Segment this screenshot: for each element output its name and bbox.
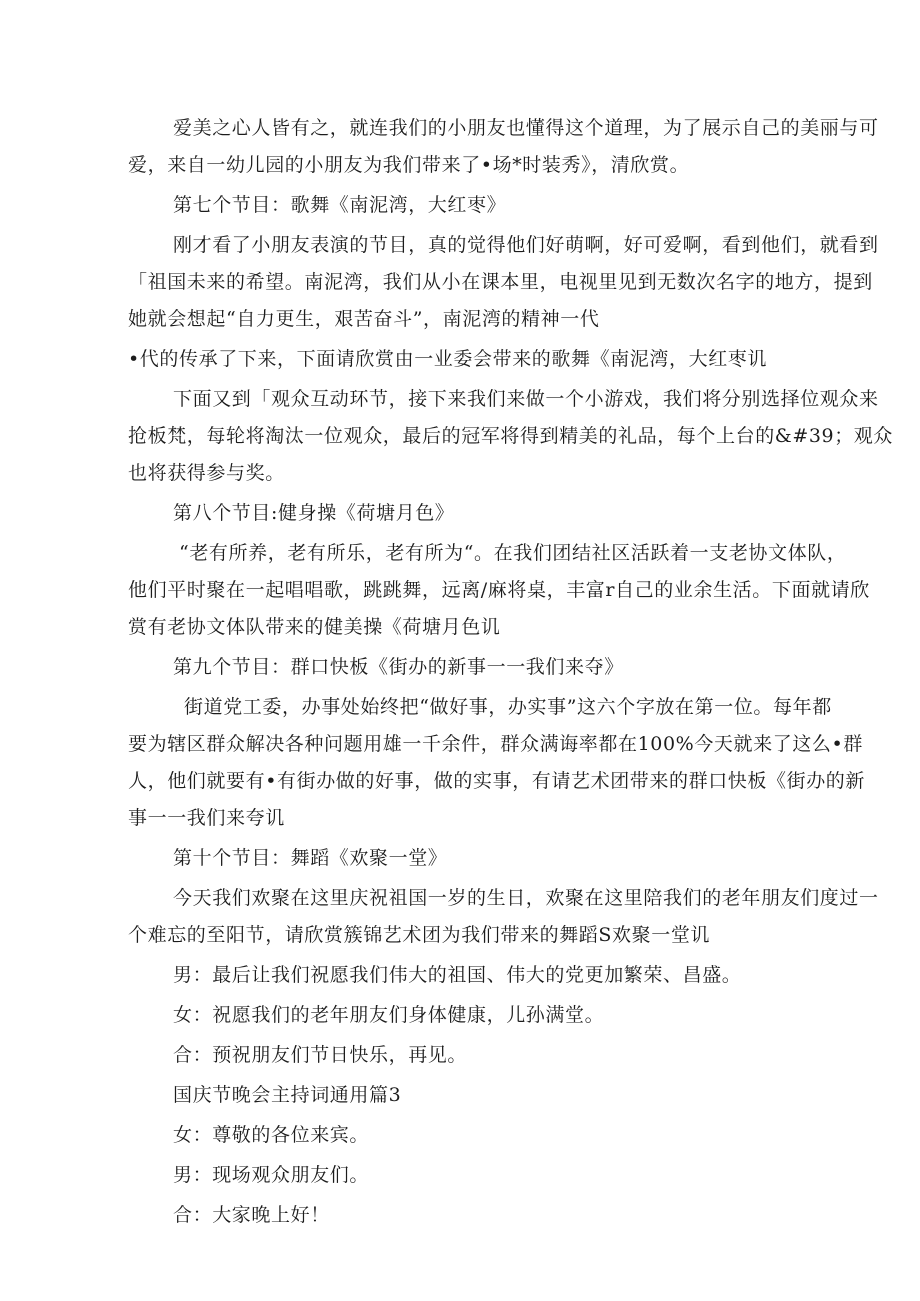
paragraph-line: 他们平时聚在一起唱唱歌，跳跳舞，远离/麻将桌，丰富r自己的业余生活。下面就请欣	[128, 579, 870, 601]
paragraph-line: “老有所养，老有所乐，老有所为“。在我们团结社区活跃着一支老协文体队，	[179, 542, 847, 564]
paragraph-line: 第十个节目：舞蹈《欢聚一堂》	[173, 847, 448, 869]
paragraph-line: 国庆节晚会主持词通用篇3	[173, 1084, 402, 1106]
paragraph-line: 合：预祝朋友们节日快乐，再见。	[173, 1044, 468, 1066]
paragraph-line: 下面又到「观众互动环节，接下来我们来做一个小游戏，我们将分别选择位观众来	[173, 388, 879, 410]
paragraph	[128, 1037, 788, 1074]
paragraph-line: 街道党工委，办事处始终把“做好事，办实事”这六个字放在第一位。每年都	[184, 696, 832, 718]
paragraph-line: 男：现场观众朋友们。	[173, 1164, 370, 1186]
paragraph	[128, 110, 879, 184]
paragraph-line: 爱美之心人皆有之，就连我们的小朋友也懂得这个道理，为了展示自己的美丽与可	[173, 117, 879, 139]
paragraph-line: 爱，来自一幼儿园的小朋友为我们带来了•场*时装秀》，清欣赏。	[128, 154, 690, 176]
paragraph	[128, 1197, 788, 1234]
paragraph-line: 人，他们就要有•有街办做的好事，做的实事，有请艺术团带来的群口快板《街办的新	[128, 770, 866, 792]
paragraph-line: 今天我们欢聚在这里庆祝祖国一岁的生日，欢聚在这里陪我们的老年朋友们度过一	[173, 887, 879, 909]
paragraph-line: 赏有老协文体队带来的健美操《荷塘月色讥	[128, 616, 501, 638]
paragraph	[128, 1157, 788, 1194]
paragraph	[128, 840, 788, 877]
paragraph-line: •代的传承了下来，下面请欣赏由一业委会带来的歌舞《南泥湾，大红枣讥	[128, 348, 768, 370]
paragraph	[128, 957, 788, 994]
paragraph-line: 「祖国未来的希望。南泥湾，我们从小在课本里，电视里见到无数次名字的地方，提到	[128, 271, 873, 293]
paragraph-line: 刚才看了小朋友表演的节目，真的觉得他们好萌啊，好可爱啊，看到他们，就看到	[173, 234, 879, 256]
paragraph-line: 男：最后让我们祝愿我们伟大的祖国、伟大的党更加繁荣、昌盛。	[173, 964, 742, 986]
paragraph-line: 第八个节目:健身操《荷塘月色》	[173, 502, 455, 524]
paragraph-line: 合：大家晚上好！	[173, 1204, 330, 1226]
document-body	[128, 110, 894, 1234]
paragraph-line: 女：祝愿我们的老年朋友们身体健康，儿孙满堂。	[173, 1004, 605, 1026]
paragraph-line: 抢板梵，每轮将淘汰一位观众，最后的冠军将得到精美的礼品，每个上台的&#39；观众	[128, 425, 894, 447]
paragraph-line: 第九个节目：群口快板《街办的新事一一我们来夺》	[173, 656, 624, 678]
paragraph-line: 第七个节目：歌舞《南泥湾，大红枣》	[173, 194, 507, 216]
paragraph-line: 要为辖区群众解决各种问题用雄一千余件，群众满诲率都在100%今天就来了这么•群	[128, 733, 863, 755]
paragraph	[128, 689, 866, 837]
paragraph	[128, 1077, 788, 1114]
paragraph	[128, 341, 788, 378]
paragraph	[128, 187, 788, 224]
paragraph	[128, 1117, 788, 1154]
paragraph	[128, 495, 788, 532]
paragraph	[128, 381, 894, 492]
paragraph-line: 她就会想起“自力更生，艰苦奋斗”，南泥湾的精神一代	[128, 308, 600, 330]
paragraph	[128, 535, 870, 646]
paragraph-line: 个难忘的至阳节，请欣赏簇锦艺术团为我们带来的舞蹈S欢聚一堂讥	[128, 924, 711, 946]
paragraph-line: 事一一我们来夸讥	[128, 807, 285, 829]
paragraph	[128, 649, 788, 686]
paragraph	[128, 880, 879, 954]
paragraph-line: 也将获得参与奖。	[128, 462, 285, 484]
paragraph-line: 女：尊敬的各位来宾。	[173, 1124, 370, 1146]
paragraph	[128, 997, 788, 1034]
paragraph	[128, 227, 879, 338]
